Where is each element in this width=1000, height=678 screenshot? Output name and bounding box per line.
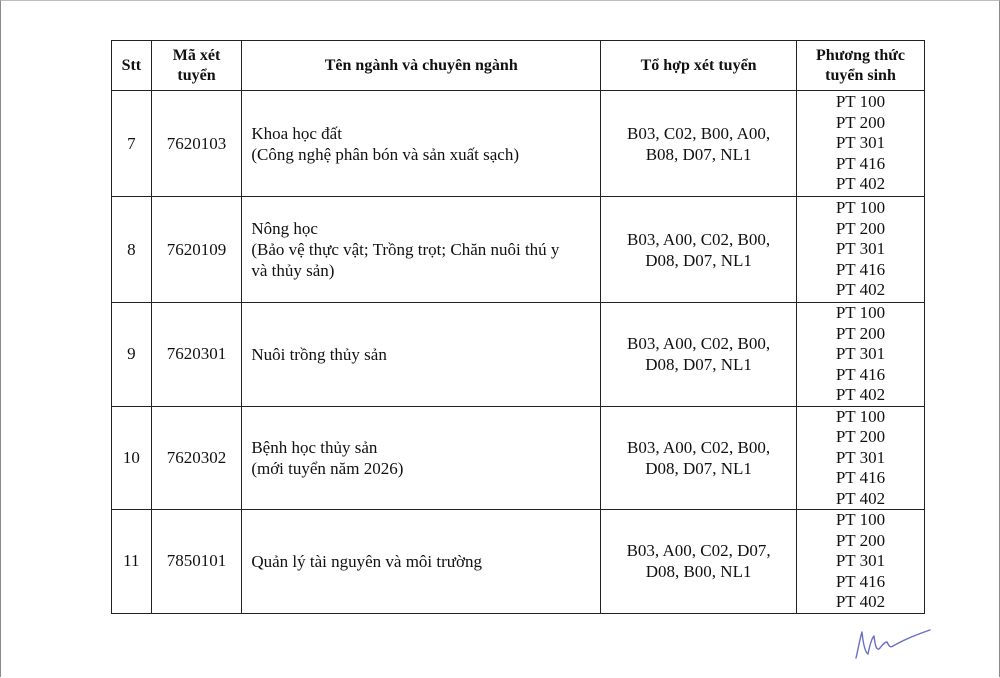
header-stt: Stt	[112, 41, 152, 91]
cell-combo	[601, 406, 797, 510]
method-line: PT 301	[835, 239, 886, 259]
method-line: PT 100	[835, 198, 886, 218]
cell-method	[797, 91, 925, 197]
cell-combo	[601, 510, 797, 614]
combo-line: B03, A00, C02, B00,	[627, 334, 771, 354]
cell-stt: 11	[112, 510, 152, 614]
cell-method	[797, 197, 925, 303]
method-line: PT 416	[835, 571, 886, 591]
method-line: PT 402	[835, 385, 886, 404]
combo-line: B03, A00, C02, D07,	[626, 541, 771, 561]
header-name: Tên ngành và chuyên ngành	[242, 41, 601, 91]
header-code-line: tuyển	[177, 66, 216, 84]
handwritten-signature	[850, 624, 935, 664]
name-line: Quản lý tài nguyên và môi trường	[251, 551, 482, 571]
header-combo: Tổ hợp xét tuyển	[601, 41, 797, 91]
table-row	[112, 91, 925, 197]
method-line: PT 416	[835, 153, 886, 173]
name-line: Khoa học đất	[251, 123, 342, 143]
method-line: PT 200	[835, 218, 886, 238]
cell-combo	[601, 197, 797, 303]
combo-line: B03, A00, C02, B00,	[627, 437, 771, 457]
name-line: Bệnh học thủy sản	[251, 437, 378, 457]
method-line: PT 100	[835, 406, 886, 426]
method-line: PT 416	[835, 259, 886, 279]
cell-code: 7620109	[151, 197, 242, 303]
cell-stt: 10	[112, 406, 152, 510]
method-line: PT 402	[835, 280, 886, 300]
name-line: (mới tuyển năm 2026)	[251, 458, 404, 478]
method-line: PT 402	[835, 488, 886, 508]
method-line: PT 200	[835, 427, 886, 446]
cell-code: 7620301	[151, 303, 242, 407]
method-line: PT 200	[835, 530, 886, 550]
method-line: PT 100	[835, 92, 886, 112]
combo-line: D08, D07, NL1	[645, 355, 752, 375]
method-line: PT 200	[835, 112, 886, 132]
table-row	[112, 406, 925, 510]
header-code-line: Mã xét	[172, 46, 221, 64]
name-line: Nông học	[251, 219, 318, 238]
cell-code: 7850101	[151, 510, 242, 614]
table-row	[112, 197, 925, 303]
cell-name	[242, 91, 601, 197]
cell-name	[242, 197, 601, 303]
combo-line: B08, D07, NL1	[645, 144, 752, 164]
table-row	[112, 303, 925, 407]
table-row	[112, 510, 925, 614]
header-code	[151, 41, 242, 91]
cell-code: 7620302	[151, 406, 242, 510]
cell-name	[242, 406, 601, 510]
cell-combo	[601, 91, 797, 197]
method-line: PT 402	[835, 174, 886, 194]
method-line: PT 402	[835, 592, 886, 611]
cell-stt: 7	[112, 91, 152, 197]
combo-line: D08, D07, NL1	[645, 458, 752, 478]
cell-combo	[601, 303, 797, 407]
name-line: (Công nghệ phân bón và sản xuất sạch)	[251, 144, 519, 164]
cell-method	[797, 303, 925, 407]
combo-line: D08, D07, NL1	[645, 250, 752, 270]
header-method-line: tuyển sinh	[825, 66, 896, 84]
method-line: PT 200	[835, 323, 886, 343]
table-header-row	[112, 41, 925, 91]
admission-table	[111, 40, 925, 614]
combo-line: B03, A00, C02, B00,	[627, 229, 771, 249]
method-line: PT 100	[835, 303, 886, 322]
name-line: (Bảo vệ thực vật; Trồng trọt; Chăn nuôi thú y	[251, 240, 560, 259]
method-line: PT 301	[835, 344, 886, 363]
cell-method	[797, 510, 925, 614]
header-method-line: Phương thức	[816, 46, 905, 64]
cell-stt: 8	[112, 197, 152, 303]
method-line: PT 100	[835, 510, 886, 529]
header-method	[797, 41, 925, 91]
cell-code: 7620103	[151, 91, 242, 197]
cell-method	[797, 406, 925, 510]
combo-line: B03, C02, B00, A00,	[627, 123, 771, 143]
method-line: PT 301	[835, 447, 886, 467]
method-line: PT 301	[835, 551, 886, 570]
name-line: Nuôi trồng thủy sản	[251, 344, 387, 364]
method-line: PT 416	[835, 364, 886, 384]
cell-name	[242, 510, 601, 614]
name-line: và thủy sản)	[251, 261, 335, 280]
method-line: PT 416	[835, 468, 886, 487]
cell-stt: 9	[112, 303, 152, 407]
combo-line: D08, B00, NL1	[645, 562, 752, 582]
method-line: PT 301	[835, 133, 886, 153]
cell-name	[242, 303, 601, 407]
